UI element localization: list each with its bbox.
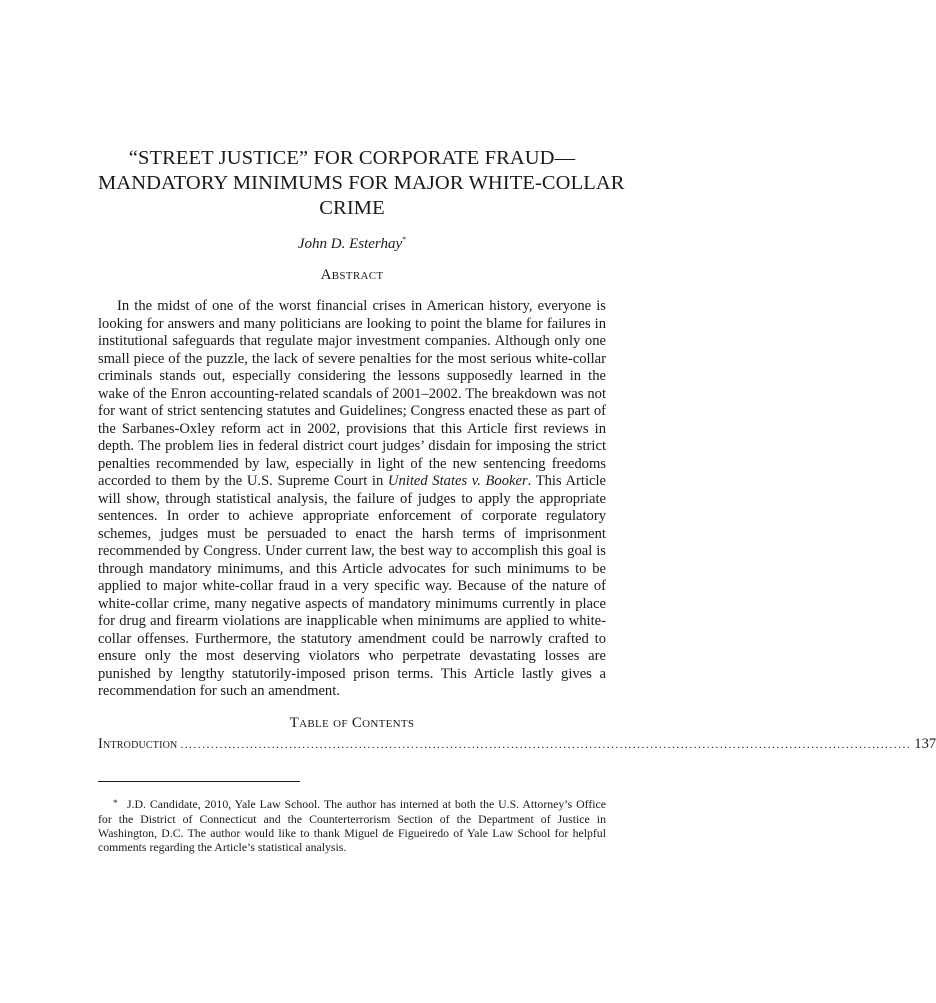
title-line: MANDATORY MINIMUMS FOR MAJOR WHITE-COLLAR	[98, 172, 625, 194]
author-footnote-mark: *	[402, 235, 407, 244]
toc-heading: Table of Contents	[289, 715, 415, 732]
footnote-mark: *	[113, 798, 118, 809]
article-page	[98, 146, 936, 867]
abstract-paragraph	[98, 298, 606, 701]
title-line: CRIME	[319, 197, 385, 219]
abstract-text-part2: . This Article will show, through statistical analysis, the failure of judges to apply the appropriate sentences. In order to achieve appropriate enforcement of corporate regulatory schemes, judges must be persuaded to enact the harsh terms of imprisonment recommended by Congress. Under current law, the best way to accomplish this goal is through mandatory minimums, and this Article advocates for such minimums to be applied to major white-collar fraud in a very specific way. Because of the nature of white-collar crime, many negative aspects of mandatory minimums currently in place for drug and firearm violations are inapplicable when minimums are applied to white-collar offenses. Furthermore, the statutory amendment could be narrowly crafted to ensure only the most deserving violators who perpetrate devastating losses are punished by lengthy statutorily-imposed prison terms. This Article lastly gives a recommendation for such an amendment.	[98, 473, 607, 699]
author-footnote	[98, 796, 606, 855]
case-citation: United States v. Booker	[387, 473, 528, 489]
footnote-divider	[98, 781, 300, 782]
author-byline	[98, 236, 606, 253]
footnote-text: J.D. Candidate, 2010, Yale Law School. The author has interned at both the U.S. Attorney’s Office for the District of Connecticut and the Counterterrorism Section of the Department of Justice in Washington, D.C. The author would like to thank Miguel de Figueiredo of Yale Law School for helpful comments regarding the Article’s statistical analysis.	[98, 797, 606, 855]
abstract-heading: Abstract	[320, 267, 384, 283]
toc-entry-page: 137	[914, 736, 936, 753]
article-title	[98, 146, 625, 221]
toc-entry-introduction[interactable]	[98, 736, 936, 753]
title-line: “STREET JUSTICE” FOR CORPORATE FRAUD—	[128, 147, 576, 169]
toc-leader-dots: ........................................................................................................................................................................	[180, 739, 912, 752]
toc-entry-label: Introduction	[98, 736, 178, 753]
abstract-text-part1: In the midst of one of the worst financial crises in American history, everyone is looking for answers and many politicians are looking to point the blame for failures in institutional safeguards that regulate major investment companies. Although only one small piece of the puzzle, the lack of severe penalties for the most serious white-collar criminals stands out, especially considering the lessons supposedly learned in the wake of the Enron accounting-related scandals of 2001–2002. The breakdown was not for want of strict sentencing statutes and Guidelines; Congress enacted these as part of the Sarbanes-Oxley reform act in 2002, provisions that this Article first reviews in depth. The problem lies in federal district court judges’ disdain for imposing the strict penalties recommended by law, especially in light of the new sentencing freedoms accorded to them by the U.S. Supreme Court in	[98, 298, 606, 489]
author-name: John D. Esterhay	[297, 236, 403, 252]
